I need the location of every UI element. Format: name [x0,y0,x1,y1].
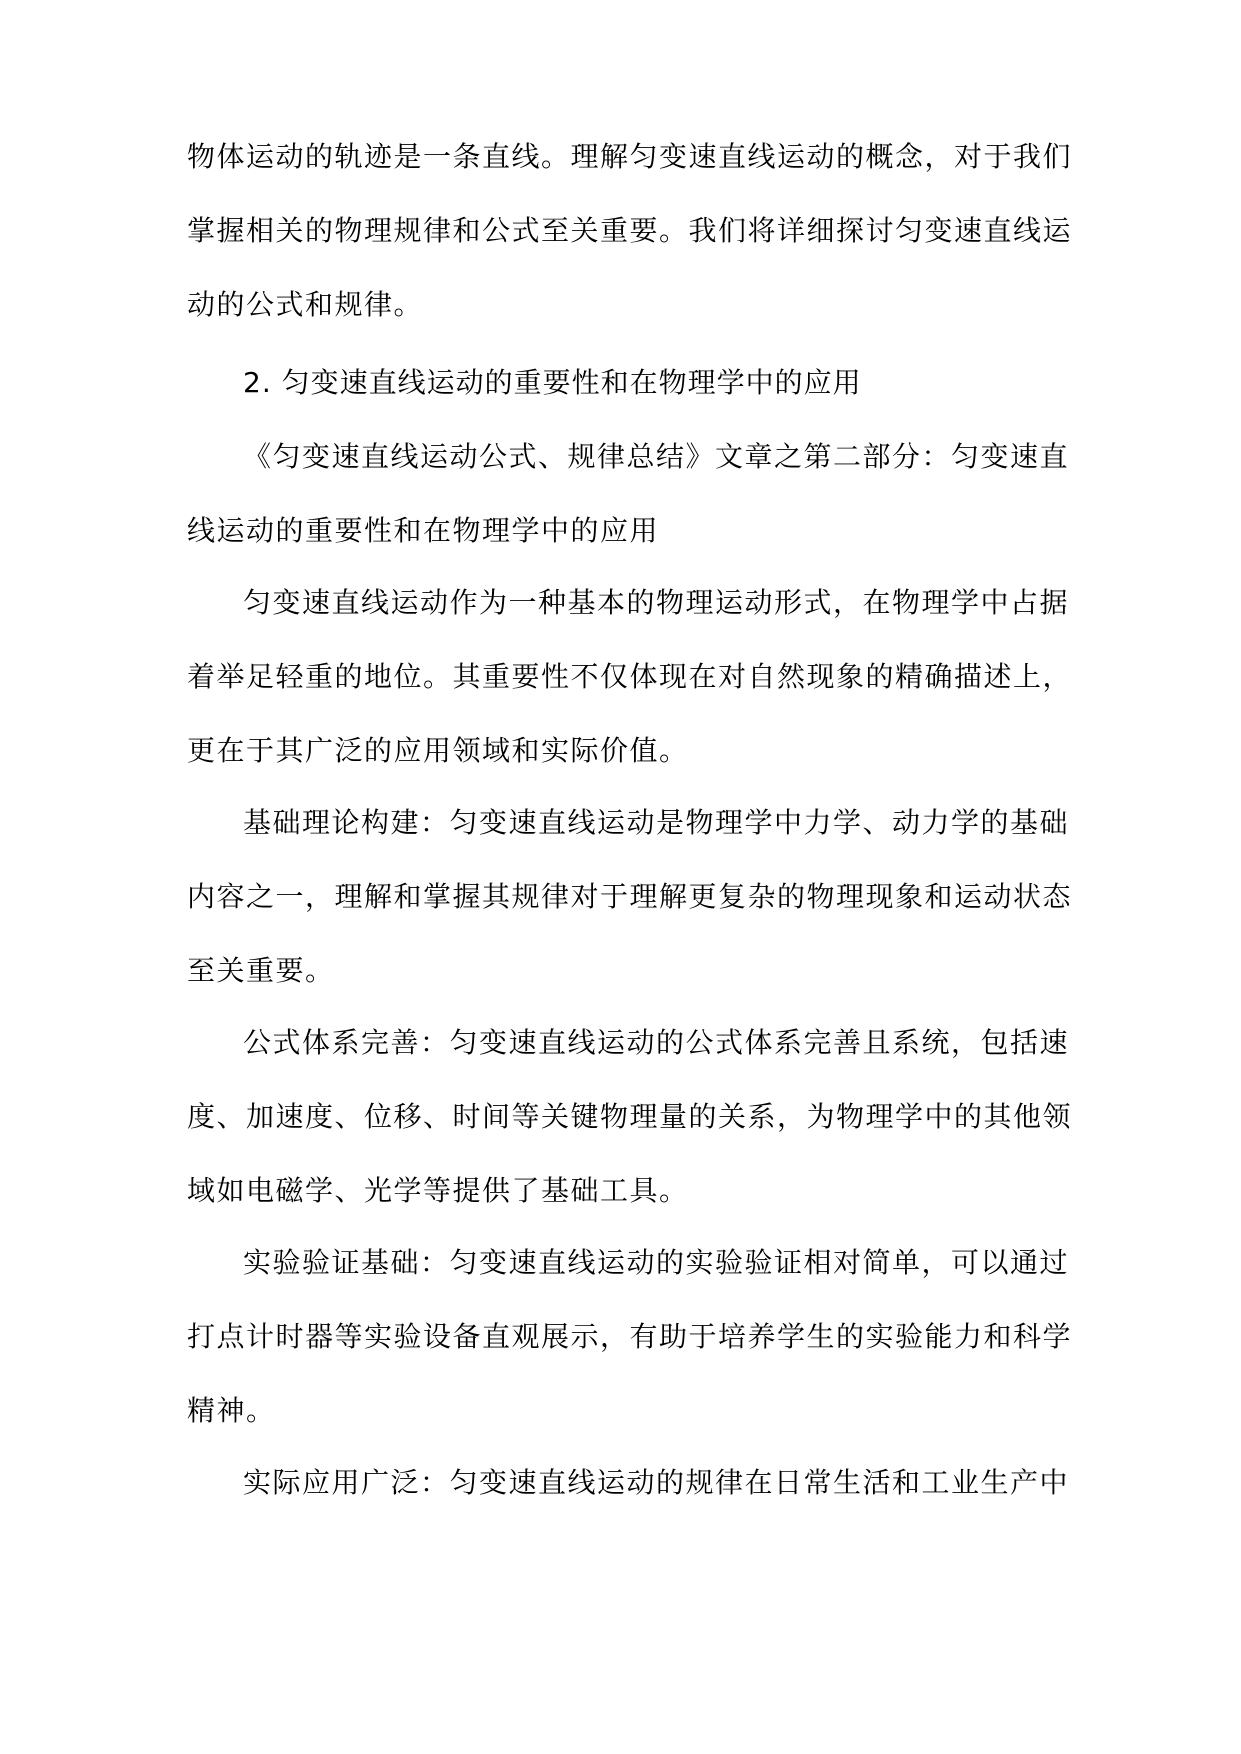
text-line: 公式体系完善：匀变速直线运动的公式体系完善且系统，包括速 [243,1026,1070,1059]
text-line: 度、加速度、位移、时间等关键物理量的关系，为物理学中的其他领 [187,1100,1073,1133]
text-line: 线运动的重要性和在物理学中的应用 [187,514,660,547]
intro-paragraph [187,120,1073,342]
text-line: 更在于其广泛的应用领域和实际价值。 [187,734,689,767]
text-line: 动的公式和规律。 [187,288,424,321]
text-line: 至关重要。 [187,954,335,987]
text-line: 实际应用广泛：匀变速直线运动的规律在日常生活和工业生产中 [243,1466,1070,1499]
paragraph-applications [187,1446,1070,1520]
text-line: 打点计时器等实验设备直观展示，有助于培养学生的实验能力和科学 [187,1320,1073,1353]
paragraph-formulas [187,1006,1073,1228]
text-line: 匀变速直线运动作为一种基本的物理运动形式，在物理学中占据 [243,586,1070,619]
text-line: 物体运动的轨迹是一条直线。理解匀变速直线运动的概念，对于我们 [187,140,1073,173]
text-line: 实验验证基础：匀变速直线运动的实验验证相对简单，可以通过 [243,1246,1070,1279]
paragraph-experiments [187,1226,1073,1448]
text-line: 内容之一，理解和掌握其规律对于理解更复杂的物理现象和运动状态 [187,880,1073,913]
section-heading: 2. 匀变速直线运动的重要性和在物理学中的应用 [243,366,862,399]
text-line: 域如电磁学、光学等提供了基础工具。 [187,1174,689,1207]
text-line: 基础理论构建：匀变速直线运动是物理学中力学、动力学的基础 [243,806,1070,839]
paragraph-importance [187,566,1073,788]
text-line: 精神。 [187,1394,276,1427]
paragraph-section-intro [187,420,1070,568]
text-line: 着举足轻重的地位。其重要性不仅体现在对自然现象的精确描述上， [187,660,1073,693]
paragraph-theory [187,786,1073,1008]
text-line: 掌握相关的物理规律和公式至关重要。我们将详细探讨匀变速直线运 [187,214,1073,247]
text-line: 《匀变速直线运动公式、规律总结》文章之第二部分：匀变速直 [243,440,1070,473]
